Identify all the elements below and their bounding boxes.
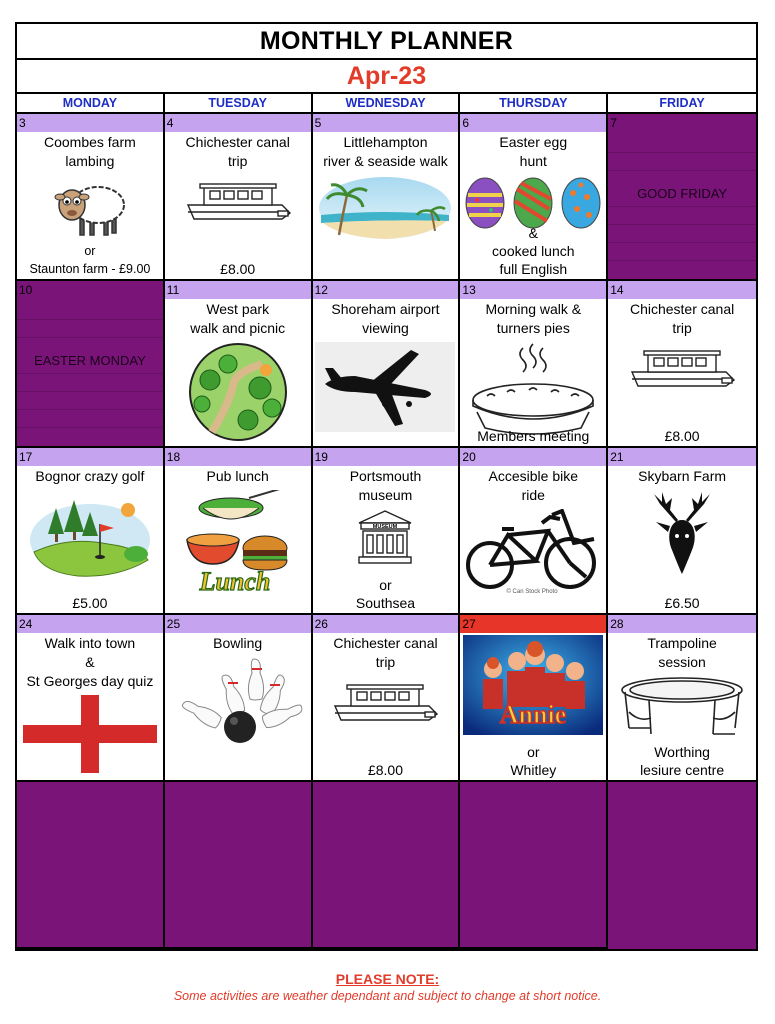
- golf-icon: [17, 490, 163, 580]
- day-number: 18: [165, 448, 311, 466]
- day-number: 7: [610, 116, 617, 130]
- st-george-flag-icon: [17, 695, 163, 773]
- note-heading: PLEASE NOTE:: [335, 971, 440, 987]
- cell-rule: [17, 391, 163, 392]
- day-wednesday: WEDNESDAY: [313, 94, 461, 114]
- day-cell-4: [165, 114, 313, 281]
- day-cell-7: [608, 114, 756, 281]
- cell-rule: [17, 373, 163, 374]
- lunch-icon: [165, 490, 311, 596]
- annie-title: Annie: [500, 700, 567, 729]
- activity-footnote: £5.00: [72, 595, 108, 611]
- day-monday: MONDAY: [17, 94, 165, 114]
- day-cell-21: [608, 448, 756, 615]
- note-text: Some activities are weather dependant and subject to change at short notice.: [173, 989, 602, 1003]
- day-number: 12: [313, 281, 459, 299]
- annie-poster: [460, 635, 606, 735]
- svg-text:Lunch: Lunch: [199, 567, 271, 596]
- day-number: 27: [460, 615, 606, 633]
- narrowboat-icon: [608, 342, 756, 392]
- activity-text: Littlehampton river & seaside walk: [323, 134, 448, 169]
- museum-caption: MUSEUM: [373, 524, 398, 530]
- note: [0, 970, 775, 1004]
- narrowboat-icon: [165, 175, 311, 225]
- day-number: 11: [165, 281, 311, 299]
- activity-footnote: or Southsea: [355, 577, 416, 611]
- activity-text: Walk into town & St Georges day quiz: [26, 635, 154, 689]
- day-number: 4: [165, 114, 311, 132]
- week-row: [17, 281, 756, 448]
- monthly-planner: [15, 22, 758, 951]
- day-number: 10: [19, 283, 33, 297]
- deer-icon: [608, 490, 756, 576]
- day-number: 25: [165, 615, 311, 633]
- day-number: 5: [313, 114, 459, 132]
- day-cell-6: [460, 114, 608, 281]
- cell-rule: [608, 170, 756, 171]
- bowling-icon: [165, 657, 311, 745]
- day-number: 6: [460, 114, 606, 132]
- museum-icon: [313, 509, 459, 565]
- activity-text: Shoreham airport viewing: [331, 301, 440, 336]
- day-cell-17: [17, 448, 165, 615]
- activity-text: Portsmouth museum: [349, 468, 422, 503]
- day-number: 14: [608, 281, 756, 299]
- day-number: 28: [608, 615, 756, 633]
- sheep-icon: [17, 175, 163, 241]
- day-cell-14: [608, 281, 756, 448]
- empty-cell: [460, 782, 608, 949]
- week-row: [17, 615, 756, 782]
- day-number: 24: [17, 615, 163, 633]
- day-number: 26: [313, 615, 459, 633]
- narrowboat-icon: [313, 676, 459, 726]
- day-number: 20: [460, 448, 606, 466]
- day-cell-13: [460, 281, 608, 448]
- pie-icon: [460, 342, 606, 438]
- activity-text: Bognor crazy golf: [35, 468, 145, 484]
- day-cell-12: [313, 281, 461, 448]
- day-cell-11: [165, 281, 313, 448]
- day-cell-20: [460, 448, 608, 615]
- activity-text: Easter egg hunt: [499, 134, 568, 169]
- week-row: [17, 114, 756, 281]
- activity-footnote: or Whitley: [510, 744, 557, 778]
- day-cell-18: [165, 448, 313, 615]
- day-thursday: THURSDAY: [460, 94, 608, 114]
- day-tuesday: TUESDAY: [165, 94, 313, 114]
- day-number: 3: [17, 114, 163, 132]
- activity-text: Morning walk & turners pies: [485, 301, 582, 336]
- week-row: [17, 448, 756, 615]
- day-cell-26: [313, 615, 461, 782]
- day-number: 13: [460, 281, 606, 299]
- activity-footnote: £8.00: [664, 428, 700, 444]
- activity-footnote: £8.00: [367, 762, 404, 778]
- cell-rule: [17, 319, 163, 320]
- park-icon: [165, 342, 311, 442]
- empty-cell: [17, 782, 165, 949]
- activity-footnote: Members meeting: [477, 428, 590, 444]
- day-header-row: [17, 94, 756, 114]
- cell-rule: [608, 206, 756, 207]
- bike-icon: [460, 509, 606, 595]
- planner-title: MONTHLY PLANNER: [17, 24, 756, 60]
- day-cell-5: [313, 114, 461, 281]
- day-cell-24: [17, 615, 165, 782]
- day-number: 17: [17, 448, 163, 466]
- calendar-weeks: [17, 114, 756, 782]
- activity-footnote: Worthing lesiure centre: [640, 744, 725, 778]
- activity-text: Chichester canal trip: [629, 301, 735, 336]
- airplane-icon: [313, 342, 459, 432]
- empty-cell: [608, 782, 756, 949]
- cell-rule: [17, 337, 163, 338]
- empty-cell: [165, 782, 313, 949]
- day-cell-28: [608, 615, 756, 782]
- cell-rule: [17, 409, 163, 410]
- cell-rule: [608, 242, 756, 243]
- day-cell-27: [460, 615, 608, 782]
- activity-footnote: or Staunton farm - £9.00: [29, 244, 151, 276]
- holiday-label: EASTER MONDAY: [34, 353, 146, 368]
- empty-cell: [313, 782, 461, 949]
- holiday-label: GOOD FRIDAY: [637, 186, 728, 201]
- activity-text: Skybarn Farm: [638, 468, 727, 484]
- activity-text: Accesible bike ride: [488, 468, 579, 503]
- day-cell-3: [17, 114, 165, 281]
- activity-footnote: & cooked lunch full English: [492, 225, 575, 277]
- empty-week-row: [17, 782, 756, 949]
- activity-text: Chichester canal trip: [185, 134, 290, 169]
- cell-rule: [608, 260, 756, 261]
- activity-text: Coombes farm lambing: [43, 134, 136, 169]
- planner-month: Apr-23: [17, 60, 756, 94]
- day-friday: FRIDAY: [608, 94, 756, 114]
- day-cell-10: [17, 281, 165, 448]
- day-cell-25: [165, 615, 313, 782]
- activity-footnote: £8.00: [220, 261, 256, 277]
- trampoline-icon: [608, 676, 756, 738]
- cell-rule: [608, 152, 756, 153]
- activity-text: Bowling: [213, 635, 263, 651]
- day-cell-19: [313, 448, 461, 615]
- activity-text: West park walk and picnic: [190, 301, 286, 336]
- activity-text: Chichester canal trip: [333, 635, 438, 670]
- beach-icon: [313, 175, 459, 241]
- day-number: 19: [313, 448, 459, 466]
- easter-eggs-icon: [460, 175, 606, 231]
- activity-text: Trampoline session: [647, 635, 717, 670]
- day-number: 21: [608, 448, 756, 466]
- cell-rule: [17, 427, 163, 428]
- activity-footnote: £6.50: [664, 595, 700, 611]
- cell-rule: [608, 224, 756, 225]
- bike-credit: © Can Stock Photo: [506, 589, 558, 595]
- activity-text: Pub lunch: [206, 468, 269, 484]
